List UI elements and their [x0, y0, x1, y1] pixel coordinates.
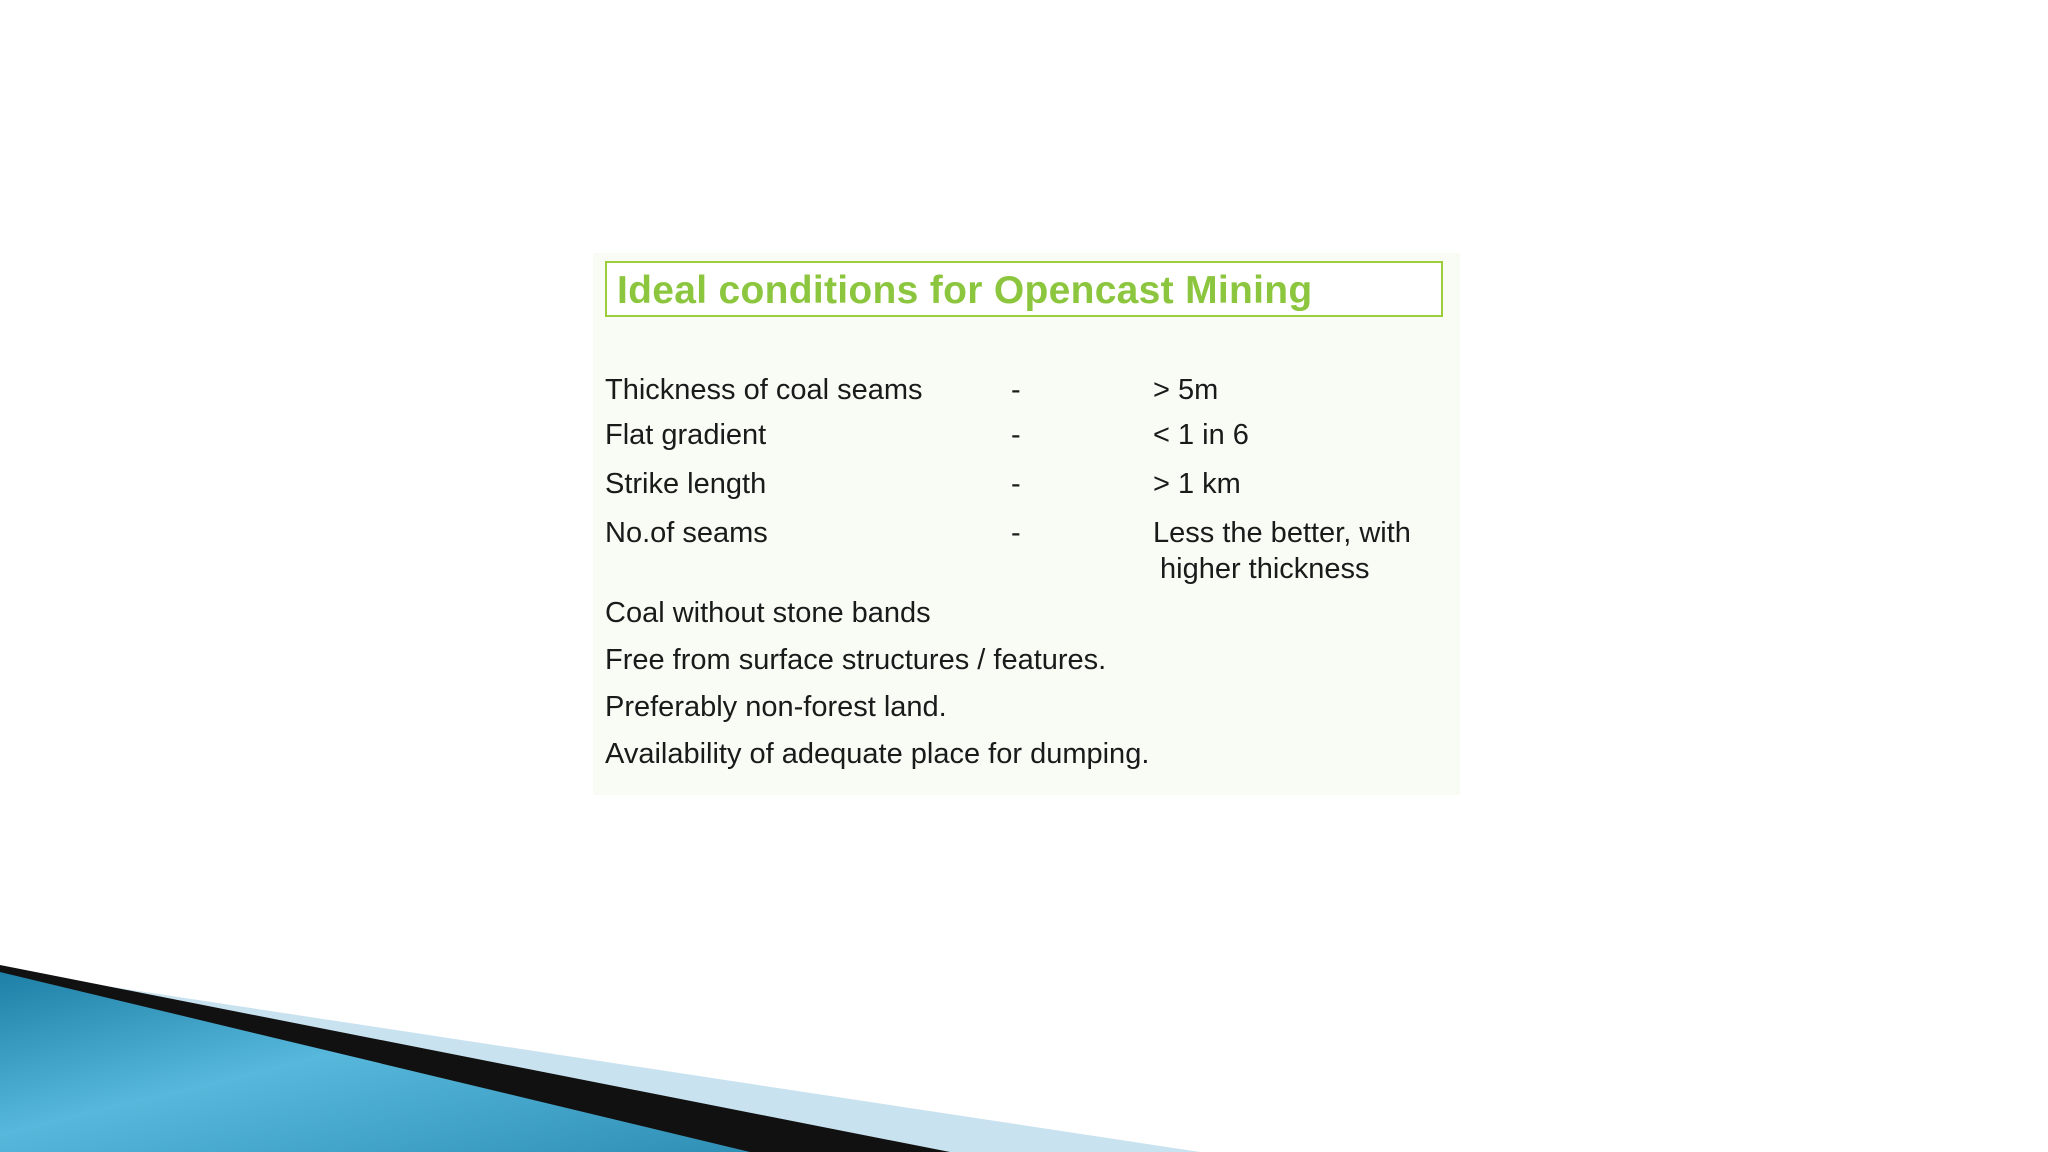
condition-separator: -: [1011, 517, 1021, 549]
decorative-swoosh: [0, 960, 2048, 1152]
condition-value: < 1 in 6: [1153, 419, 1249, 451]
condition-value: Less the better, with: [1153, 517, 1411, 549]
condition-point: Availability of adequate place for dumping.: [605, 738, 1150, 770]
condition-point: Coal without stone bands: [605, 597, 931, 629]
condition-separator: -: [1011, 374, 1021, 406]
swoosh-blue-band: [0, 972, 750, 1152]
condition-point: Preferably non-forest land.: [605, 691, 947, 723]
condition-point: Free from surface structures / features.: [605, 644, 1107, 676]
condition-parameter: Thickness of coal seams: [605, 374, 923, 406]
slide-title: Ideal conditions for Opencast Mining: [617, 269, 1313, 312]
condition-parameter: Strike length: [605, 468, 767, 500]
condition-value: > 5m: [1153, 374, 1219, 406]
condition-value: > 1 km: [1153, 468, 1241, 500]
title-box: [605, 261, 1443, 317]
condition-separator: -: [1011, 419, 1021, 451]
condition-value-continued: higher thickness: [1160, 553, 1370, 585]
condition-parameter: No.of seams: [605, 517, 768, 549]
condition-parameter: Flat gradient: [605, 419, 767, 451]
condition-separator: -: [1011, 468, 1021, 500]
content-image: [593, 253, 1460, 795]
